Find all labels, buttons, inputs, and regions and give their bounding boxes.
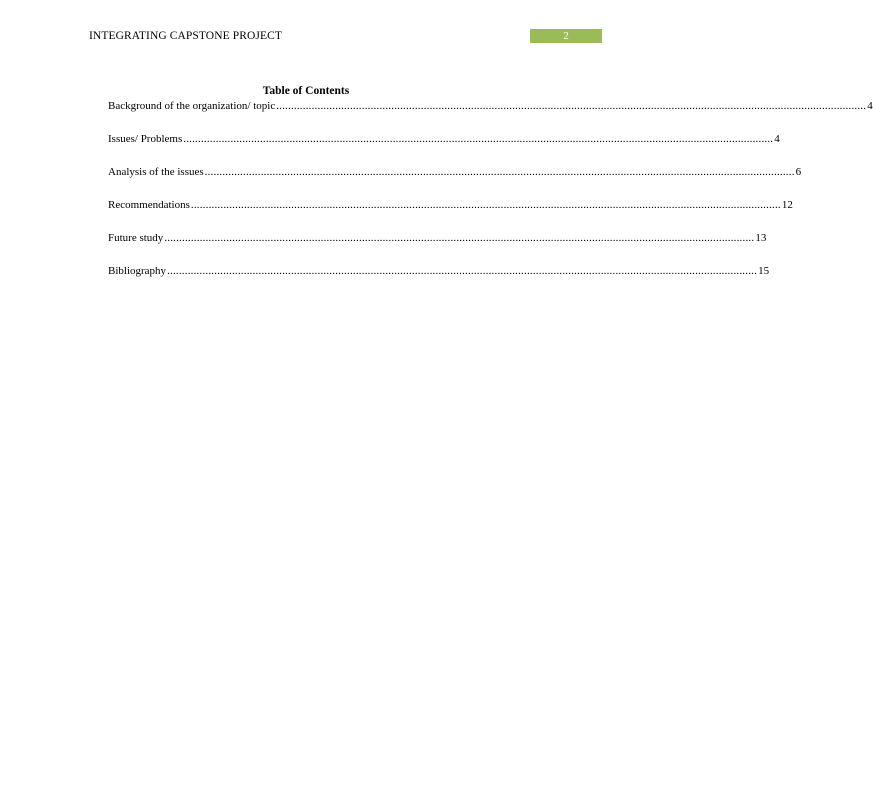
toc-entry-label: Recommendations <box>108 199 190 211</box>
toc-entry-future-study[interactable] <box>108 231 767 245</box>
toc-entry-page: 12 <box>781 199 793 211</box>
toc-title: Table of Contents <box>262 85 350 97</box>
toc-dot-leader: ........................................................................................................................................................................................................ <box>183 133 774 145</box>
toc-entry-label: Issues/ Problems <box>108 133 183 145</box>
toc-list <box>108 99 873 297</box>
toc-entry-page: 4 <box>867 100 873 112</box>
toc-dot-leader: ........................................................................................................................................................................................................ <box>167 265 758 277</box>
toc-entry-page: 13 <box>755 232 767 244</box>
toc-entry-issues[interactable] <box>108 132 780 146</box>
running-head-title: INTEGRATING CAPSTONE PROJECT <box>89 30 282 42</box>
toc-entry-analysis[interactable] <box>108 165 802 179</box>
toc-entry-background[interactable] <box>108 99 873 113</box>
toc-entry-page: 6 <box>795 166 802 178</box>
toc-entry-label: Bibliography <box>108 265 167 277</box>
toc-entry-page: 4 <box>774 133 780 145</box>
toc-dot-leader: ........................................................................................................................................................................................................ <box>190 199 781 211</box>
toc-entry-recommendations[interactable] <box>108 198 793 212</box>
toc-dot-leader: ........................................................................................................................................................................................................ <box>204 166 795 178</box>
toc-entry-page: 15 <box>758 265 770 277</box>
toc-entry-label: Background of the organization/ topic <box>108 100 276 112</box>
toc-entry-label: Future study <box>108 232 164 244</box>
toc-dot-leader: ........................................................................................................................................................................................................ <box>164 232 755 244</box>
toc-entry-label: Analysis of the issues <box>108 166 204 178</box>
page-number-badge: 2 <box>530 29 602 43</box>
toc-dot-leader: ........................................................................................................................................................................................................ <box>276 100 867 112</box>
toc-entry-bibliography[interactable] <box>108 264 770 278</box>
